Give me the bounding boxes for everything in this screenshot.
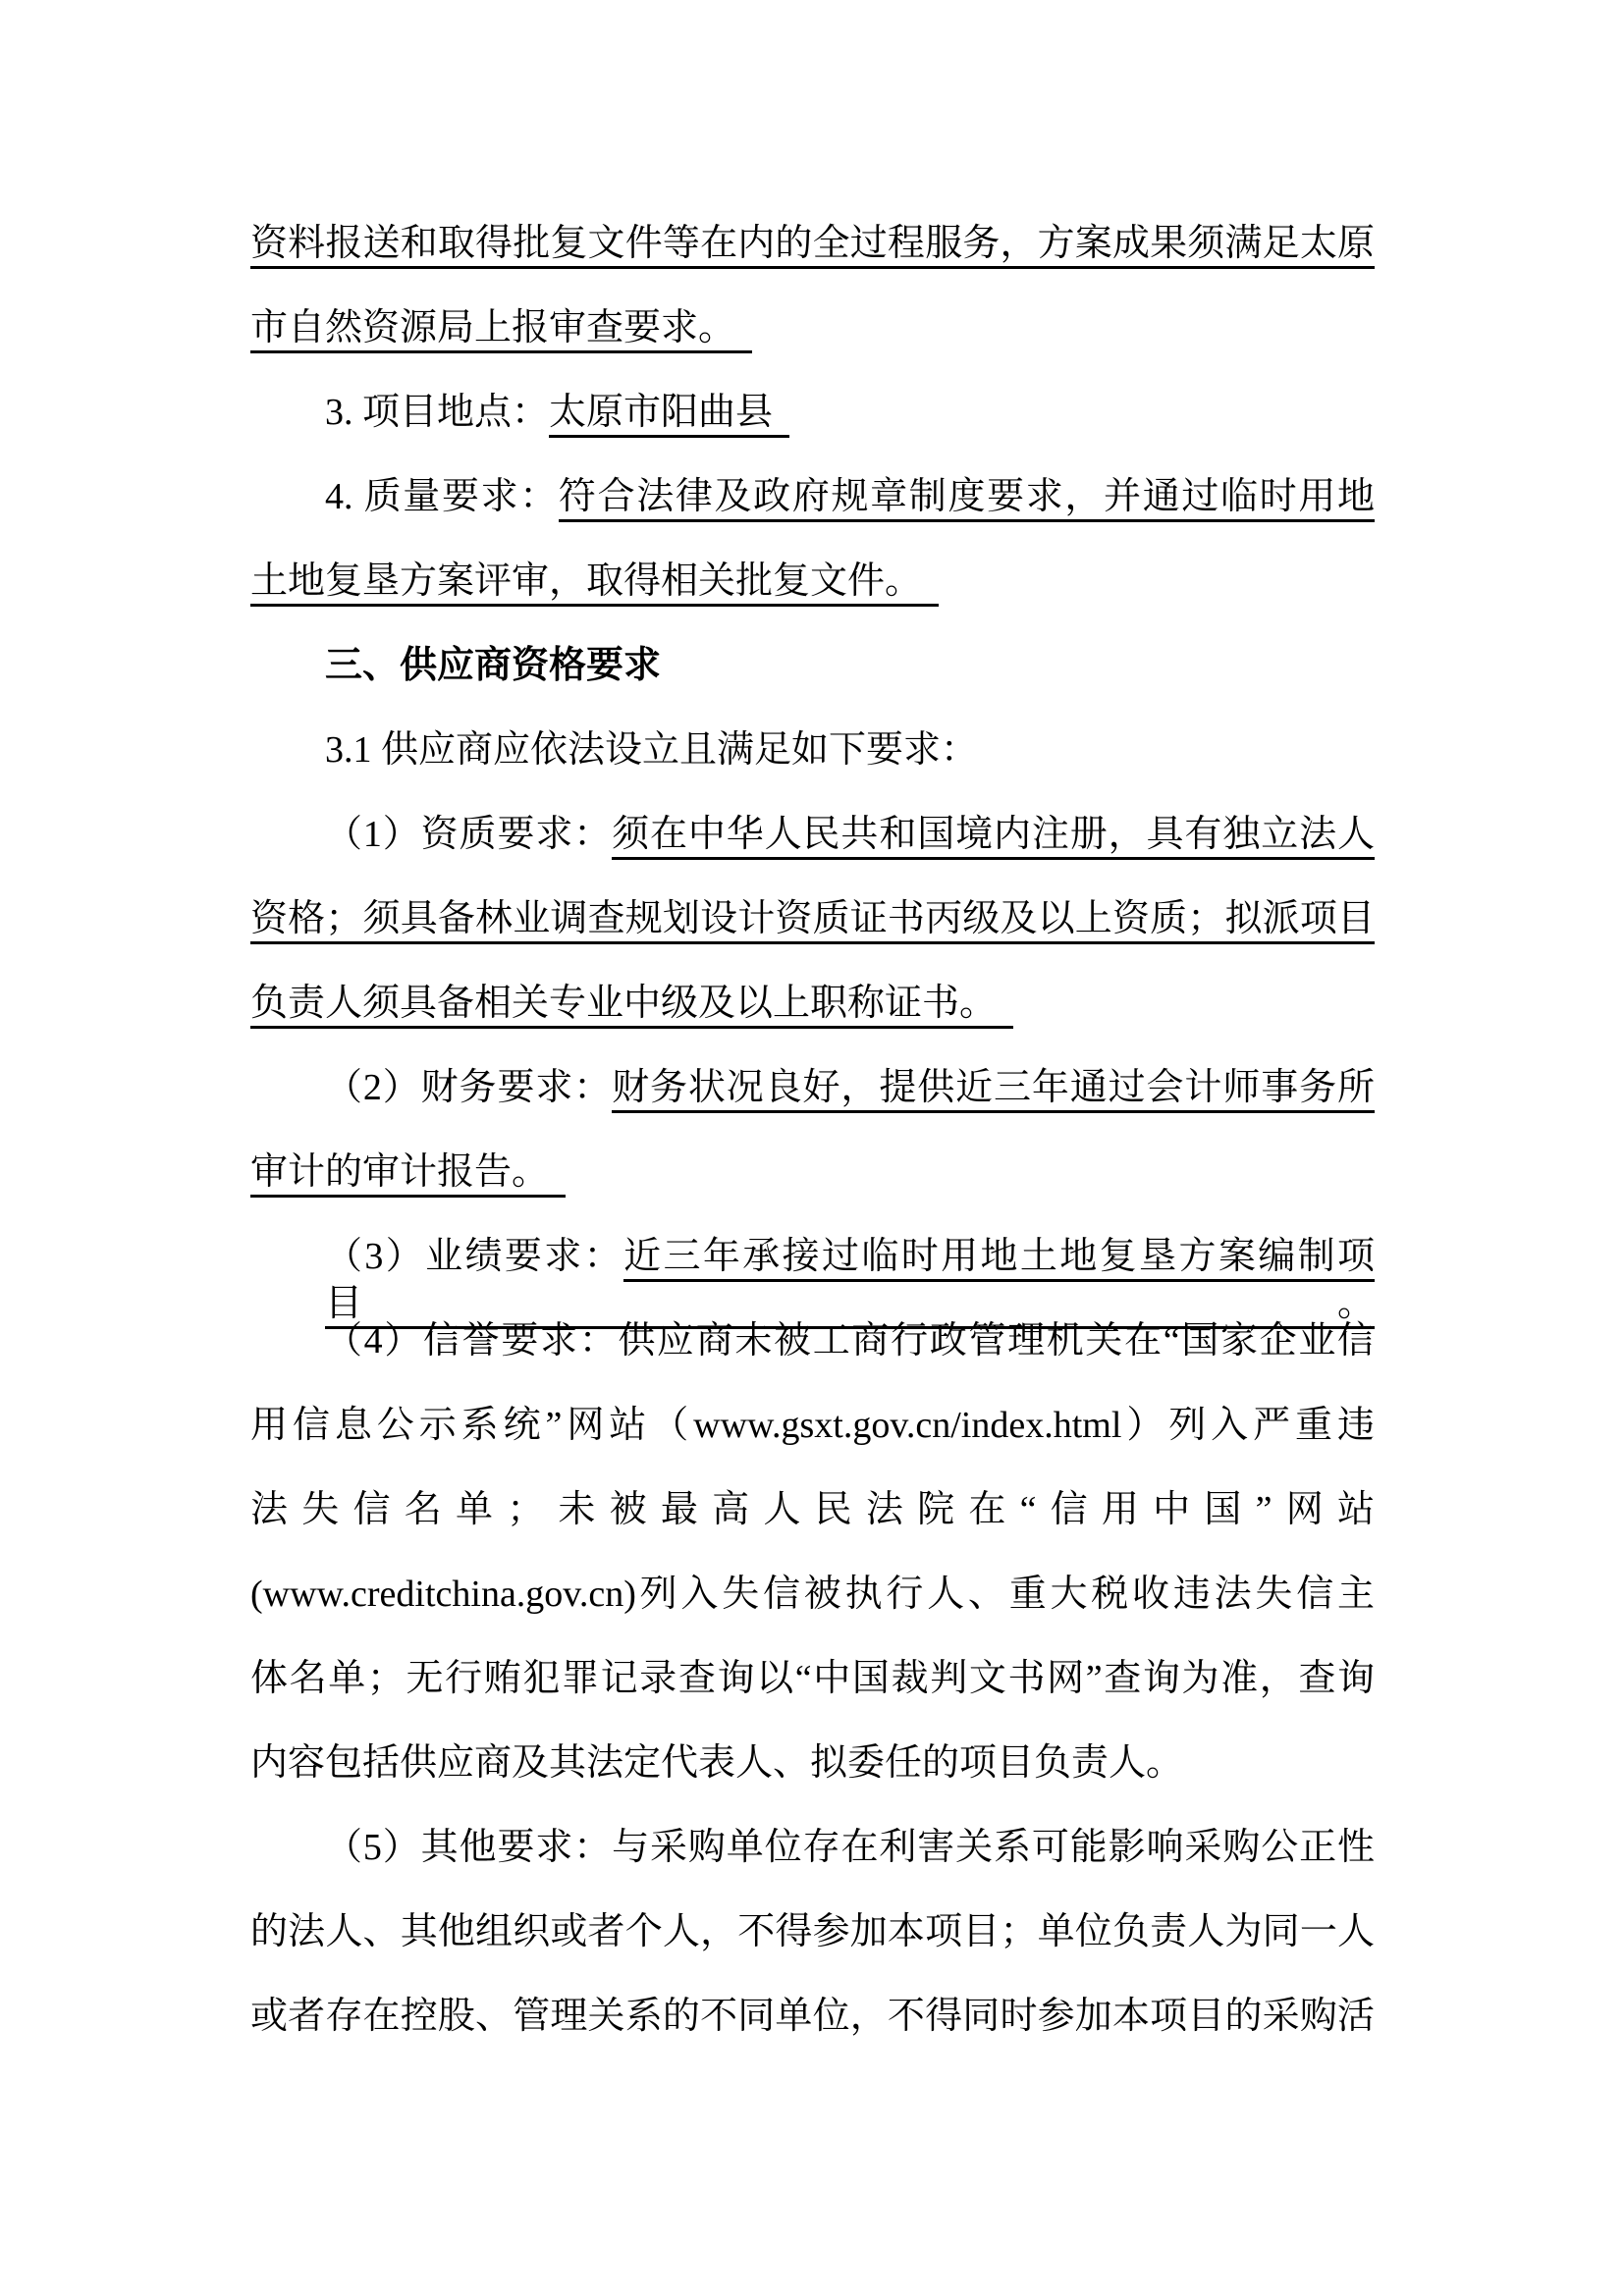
text-line	[250, 1148, 1375, 1196]
text-line	[250, 811, 1375, 858]
text-line	[250, 1233, 1375, 1324]
text-line	[250, 389, 1375, 436]
text-line	[250, 1993, 1375, 2040]
text-line	[250, 473, 1375, 520]
text-segment: 内容包括供应商及其法定代表人、拟委任的项目负责人。	[250, 1742, 1184, 1784]
text-line	[250, 1402, 1375, 1449]
text-line	[250, 1064, 1375, 1111]
document-lines	[250, 220, 1375, 2077]
underlined-text: 须在中华人民共和国境内注册，具有独立法人	[612, 814, 1375, 860]
text-segment: （3）业绩要求：	[325, 1236, 624, 1277]
underlined-text: 太原市阳曲县	[549, 392, 789, 438]
text-line	[250, 1739, 1375, 1787]
text-segment: 用信息公示系统”网站（www.gsxt.gov.cn/index.html）列入严重违	[250, 1405, 1375, 1446]
text-segment: 3. 项目地点：	[325, 392, 550, 433]
text-line	[250, 1824, 1375, 1871]
text-segment: (www.creditchina.gov.cn)列入失信被执行人、重大税收违法失信主	[250, 1574, 1375, 1615]
text-line	[250, 1486, 1375, 1533]
text-segment: 3.1 供应商应依法设立且满足如下要求：	[325, 729, 979, 771]
text-segment: （4）信誉要求：供应商未被工商行政管理机关在“国家企业信	[325, 1320, 1375, 1362]
text-line	[250, 980, 1375, 1027]
text-segment: 体名单；无行贿犯罪记录查询以“中国裁判文书网”查询为准，查询	[250, 1658, 1375, 1699]
text-line	[250, 558, 1375, 605]
text-segment: （5）其他要求：与采购单位存在利害关系可能影响采购公正性	[325, 1827, 1375, 1868]
underlined-text: 符合法律及政府规章制度要求，并通过临时用地	[559, 476, 1375, 522]
underlined-text: 负责人须具备相关专业中级及以上职称证书。	[250, 983, 1013, 1029]
text-line	[250, 1908, 1375, 1955]
underlined-text: 近三年承接过临时用地土地复垦方案编制项目。	[325, 1236, 1375, 1329]
text-segment: 的法人、其他组织或者个人，不得参加本项目；单位负责人为同一人	[250, 1911, 1375, 1952]
underlined-text: 土地复垦方案评审，取得相关批复文件。	[250, 561, 939, 607]
underlined-text: 资料报送和取得批复文件等在内的全过程服务，方案成果须满足太原	[250, 223, 1375, 269]
text-line	[250, 1571, 1375, 1618]
text-segment: 或者存在控股、管理关系的不同单位，不得同时参加本项目的采购活	[250, 1996, 1375, 2037]
text-segment: 法失信名单；未被最高人民法院在“信用中国”网站	[250, 1489, 1375, 1530]
section-heading	[250, 642, 1375, 689]
text-segment: （2）财务要求：	[325, 1067, 613, 1108]
text-segment: （1）资质要求：	[325, 814, 613, 855]
text-segment: 三、供应商资格要求	[325, 645, 662, 686]
text-line	[250, 1317, 1375, 1364]
text-line	[250, 220, 1375, 267]
text-segment: 4. 质量要求：	[325, 476, 559, 517]
text-line	[250, 895, 1375, 942]
underlined-text: 资格；须具备林业调查规划设计资质证书丙级及以上资质；拟派项目	[250, 898, 1375, 944]
underlined-text: 审计的审计报告。	[250, 1151, 566, 1198]
underlined-text: 市自然资源局上报审查要求。	[250, 307, 752, 353]
underlined-text: 财务状况良好，提供近三年通过会计师事务所	[612, 1067, 1375, 1113]
text-line	[250, 726, 1375, 774]
text-line	[250, 1655, 1375, 1702]
text-line	[250, 304, 1375, 351]
